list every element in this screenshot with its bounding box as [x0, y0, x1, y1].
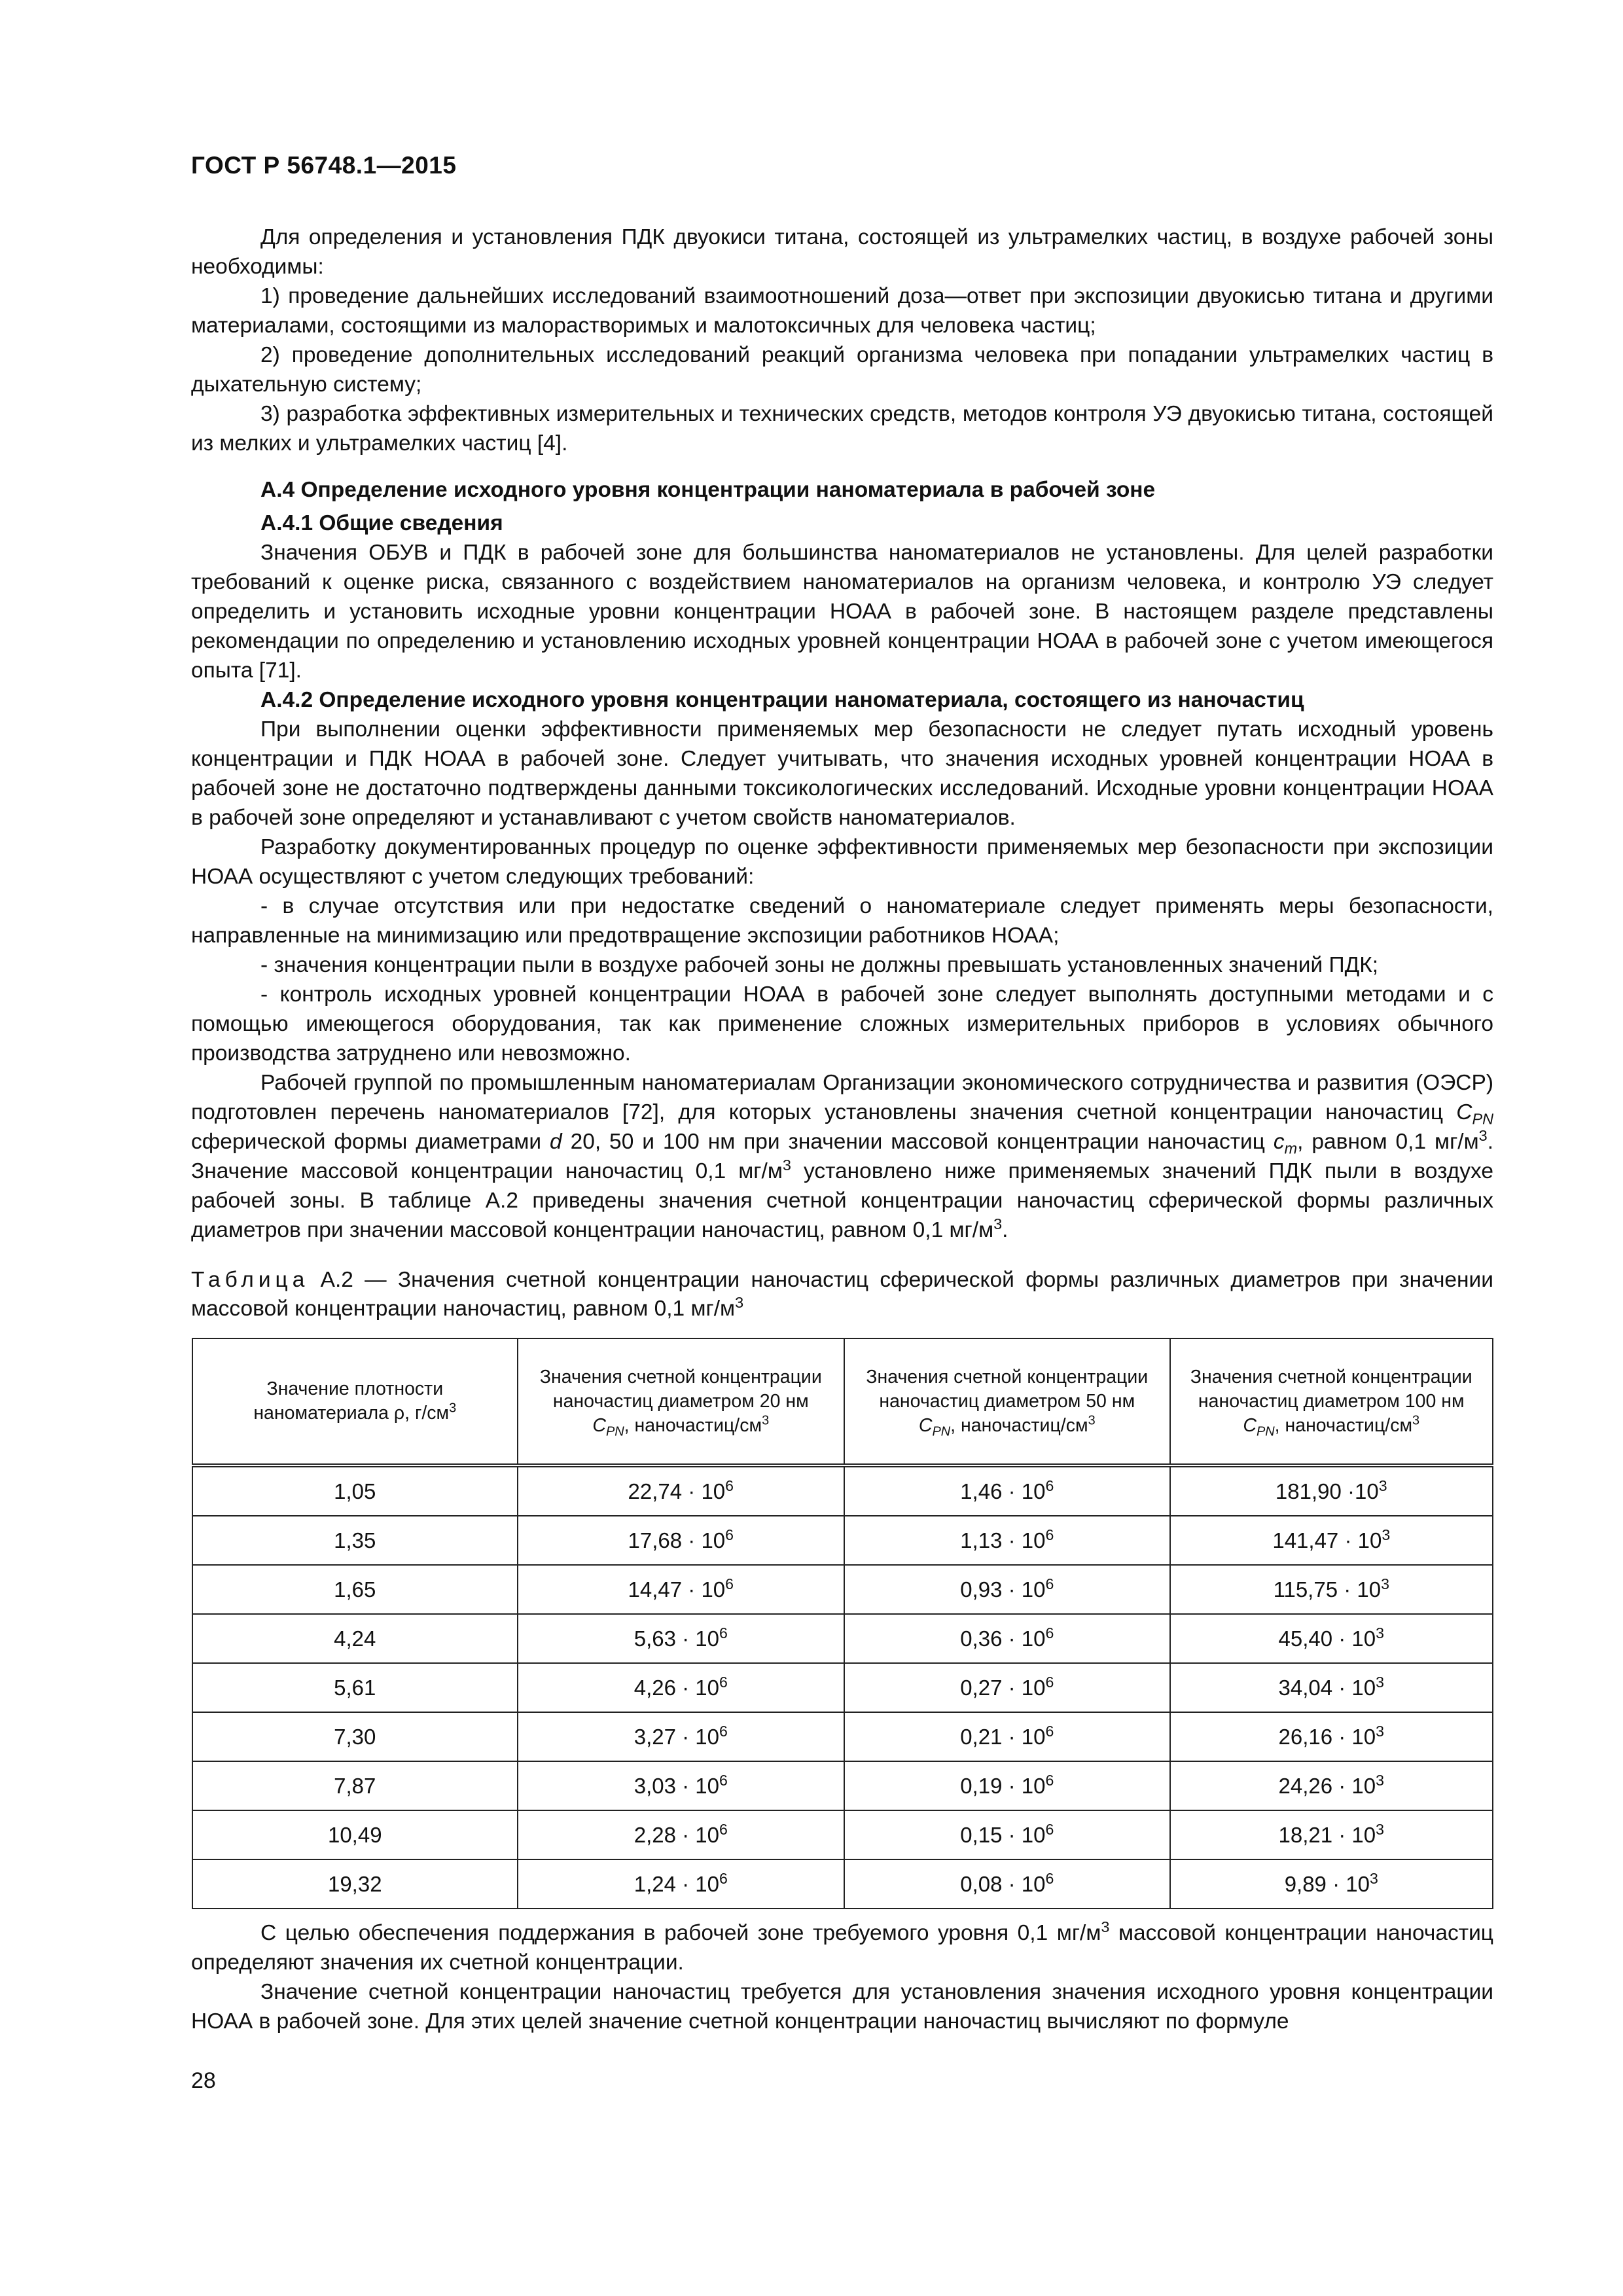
table-row — [192, 1465, 1493, 1516]
requirement-item-3: - контроль исходных уровней концентрации НОАА в рабочей зоне следует выполнять доступными методами и с помощью имеющегося оборудования, так как применение сложных измерительных приборов в условиях обычного производства затруднено или невозможно. — [191, 982, 1493, 1066]
section-a42-paragraph-2: Разработку документированных процедур по оценке эффективности применяемых мер безопасности при экспозиции НОАА осуществляют с учетом следующих требований: — [191, 835, 1493, 889]
section-a41-paragraph: Значения ОБУВ и ПДК в рабочей зоне для большинства наноматериалов не установлены. Для целей разработки требований к оценке риска, связанного с воздействием наноматериалов на организм человека, и контролю УЭ следует определить и установить исходные уровни концентрации НОАА в рабочей зоне. В настоящем разделе представлены рекомендации по определению и установлению исходных уровней концентрации НОАА в рабочей зоне с учетом имеющегося опыта [71]. — [191, 541, 1493, 683]
cell-d100: $34,04 \cdot 10^3$ — [1170, 1663, 1493, 1712]
cell-density: 4,24 — [192, 1614, 518, 1663]
cell-d50: $0,19 \cdot 10^6$ — [844, 1761, 1169, 1810]
intro-item-2: 2) проведение дополнительных исследований реакций организма человека при попадании ультрамелких частиц в дыхательную систему; — [191, 343, 1493, 397]
after-table-paragraph-1: С целью обеспечения поддержания в рабочей зоне требуемого уровня 0,1 $мг/м^3$ массовой концентрации наночастиц определяют значения их счетной концентрации. — [191, 1918, 1493, 1975]
cell-d50: $0,36 \cdot 10^6$ — [844, 1614, 1169, 1663]
cell-d100: $115,75 \cdot 10^3$ — [1170, 1565, 1493, 1614]
section-a42-paragraph-3: Рабочей группой по промышленным наноматериалам Организации экономического сотрудничества и развития (ОЭСР) подготовлен перечень наноматериалов [72], для которых установлены значения счетной концентрации наночастиц $C_{PN}$ сферической формы диаметрами d 20, 50 и 100 нм при значении массовой концентрации наночастиц $c_m$, равном 0,1 $мг/м^3$. Значение массовой концентрации наночастиц 0,1 $мг/м^3$ установлено ниже применяемых значений ПДК пыли в воздухе рабочей зоны. В таблице А.2 приведены значения счетной концентрации наночастиц сферической формы различных диаметров при значении массовой концентрации наночастиц, равном 0,1 $мг/м^3$. — [191, 1071, 1493, 1242]
requirement-item-2: - значения концентрации пыли в воздухе рабочей зоны не должны превышать установленных значений ПДК; — [260, 953, 1379, 977]
table-row — [192, 1663, 1493, 1712]
cell-d100: $18,21 \cdot 10^3$ — [1170, 1810, 1493, 1859]
intro-item-1: 1) проведение дальнейших исследований взаимоотношений доза—ответ при экспозиции двуокисью титана и другими материалами, состоящими из малорастворимых и малотоксичных для человека частиц; — [191, 284, 1493, 338]
cell-d50: $0,93 \cdot 10^6$ — [844, 1565, 1169, 1614]
cell-d100: $26,16 \cdot 10^3$ — [1170, 1712, 1493, 1761]
document-code-header: ГОСТ Р 56748.1—2015 — [191, 152, 457, 179]
cell-density: 1,05 — [192, 1465, 518, 1516]
section-a41-heading: А.4.1 Общие сведения — [260, 511, 503, 535]
header-d20: Значения счетной концентрации наночастиц диаметром 20 нм $C_{PN}$, наночастиц/$см^3$ — [518, 1338, 844, 1465]
table-body — [192, 1465, 1493, 1909]
cell-density: 7,87 — [192, 1761, 518, 1810]
table-header-row — [192, 1338, 1493, 1465]
cell-d50: $0,27 \cdot 10^6$ — [844, 1663, 1169, 1712]
cell-d50: $0,15 \cdot 10^6$ — [844, 1810, 1169, 1859]
cell-d100: $9,89 \cdot 10^3$ — [1170, 1859, 1493, 1909]
table-row — [192, 1614, 1493, 1663]
cell-density: 10,49 — [192, 1810, 518, 1859]
intro-paragraph: Для определения и установления ПДК двуокиси титана, состоящей из ультрамелких частиц, в воздухе рабочей зоны необходимы: — [191, 225, 1493, 279]
cell-density: 1,65 — [192, 1565, 518, 1614]
cell-density: 5,61 — [192, 1663, 518, 1712]
cell-d100: $141,47 \cdot 10^3$ — [1170, 1516, 1493, 1565]
cell-d20: $1,24 \cdot 10^6$ — [518, 1859, 844, 1909]
header-density: Значение плотности наноматериала ρ, $г/см^3$ — [192, 1338, 518, 1465]
header-d100: Значения счетной концентрации наночастиц диаметром 100 нм $C_{PN}$, наночастиц/$см^3$ — [1170, 1338, 1493, 1465]
section-a4-heading: А.4 Определение исходного уровня концентрации наноматериала в рабочей зоне — [260, 478, 1156, 502]
cell-density: 1,35 — [192, 1516, 518, 1565]
cell-d20: $14,47 \cdot 10^6$ — [518, 1565, 844, 1614]
table-row — [192, 1516, 1493, 1565]
cell-d50: $0,08 \cdot 10^6$ — [844, 1859, 1169, 1909]
after-table-paragraph-2: Значение счетной концентрации наночастиц требуется для установления значения исходного уровня концентрации НОАА в рабочей зоне. Для этих целей значение счетной концентрации наночастиц вычисляют по формуле — [191, 1980, 1493, 2034]
section-a4 — [191, 475, 1493, 1245]
after-table-section — [191, 1918, 1493, 2036]
cell-d20: $22,74 \cdot 10^6$ — [518, 1465, 844, 1516]
table-row — [192, 1565, 1493, 1614]
cell-d20: $2,28 \cdot 10^6$ — [518, 1810, 844, 1859]
table-row — [192, 1712, 1493, 1761]
cell-d100: $24,26 \cdot 10^3$ — [1170, 1761, 1493, 1810]
table-row — [192, 1761, 1493, 1810]
cell-density: 19,32 — [192, 1859, 518, 1909]
cell-d20: $5,63 \cdot 10^6$ — [518, 1614, 844, 1663]
page-number: 28 — [191, 2068, 216, 2093]
cell-d100: $181,90 \cdot 10^3$ — [1170, 1465, 1493, 1516]
cell-d50: $1,13 \cdot 10^6$ — [844, 1516, 1169, 1565]
table-row — [192, 1810, 1493, 1859]
header-d50: Значения счетной концентрации наночастиц диаметром 50 нм $C_{PN}$, наночастиц/$см^3$ — [844, 1338, 1169, 1465]
cell-d50: $1,46 \cdot 10^6$ — [844, 1465, 1169, 1516]
cell-d100: $45,40 \cdot 10^3$ — [1170, 1614, 1493, 1663]
intro-item-3: 3) разработка эффективных измерительных и технических средств, методов контроля УЭ двуокисью титана, состоящей из мелких и ультрамелких частиц [4]. — [191, 402, 1493, 456]
cell-d20: $3,27 \cdot 10^6$ — [518, 1712, 844, 1761]
cell-d20: $4,26 \cdot 10^6$ — [518, 1663, 844, 1712]
cell-d20: $3,03 \cdot 10^6$ — [518, 1761, 844, 1810]
cell-density: 7,30 — [192, 1712, 518, 1761]
cell-d50: $0,21 \cdot 10^6$ — [844, 1712, 1169, 1761]
requirement-item-1: - в случае отсутствия или при недостатке сведений о наноматериале следует применять меры безопасности, направленные на минимизацию или предотвращение экспозиции работников НОАА; — [191, 894, 1493, 948]
intro-section — [191, 223, 1493, 458]
section-a42-paragraph-1: При выполнении оценки эффективности применяемых мер безопасности не следует путать исходный уровень концентрации и ПДК НОАА в рабочей зоне. Следует учитывать, что значения исходных уровней концентрации НОАА в рабочей зоне не достаточно подтверждены данными токсикологических исследований. Исходные уровни концентрации НОАА в рабочей зоне определяют и устанавливают с учетом свойств наноматериалов. — [191, 717, 1493, 830]
section-a42-heading: А.4.2 Определение исходного уровня концентрации наноматериала, состоящего из наночастиц — [260, 688, 1304, 712]
table-row — [192, 1859, 1493, 1909]
concentration-table — [192, 1338, 1493, 1909]
table-caption: Таблица А.2 — Значения счетной концентрации наночастиц сферической формы различных диаметров при значении массовой концентрации наночастиц, равном 0,1 $мг/м^3$ — [191, 1268, 1493, 1321]
cell-d20: $17,68 \cdot 10^6$ — [518, 1516, 844, 1565]
